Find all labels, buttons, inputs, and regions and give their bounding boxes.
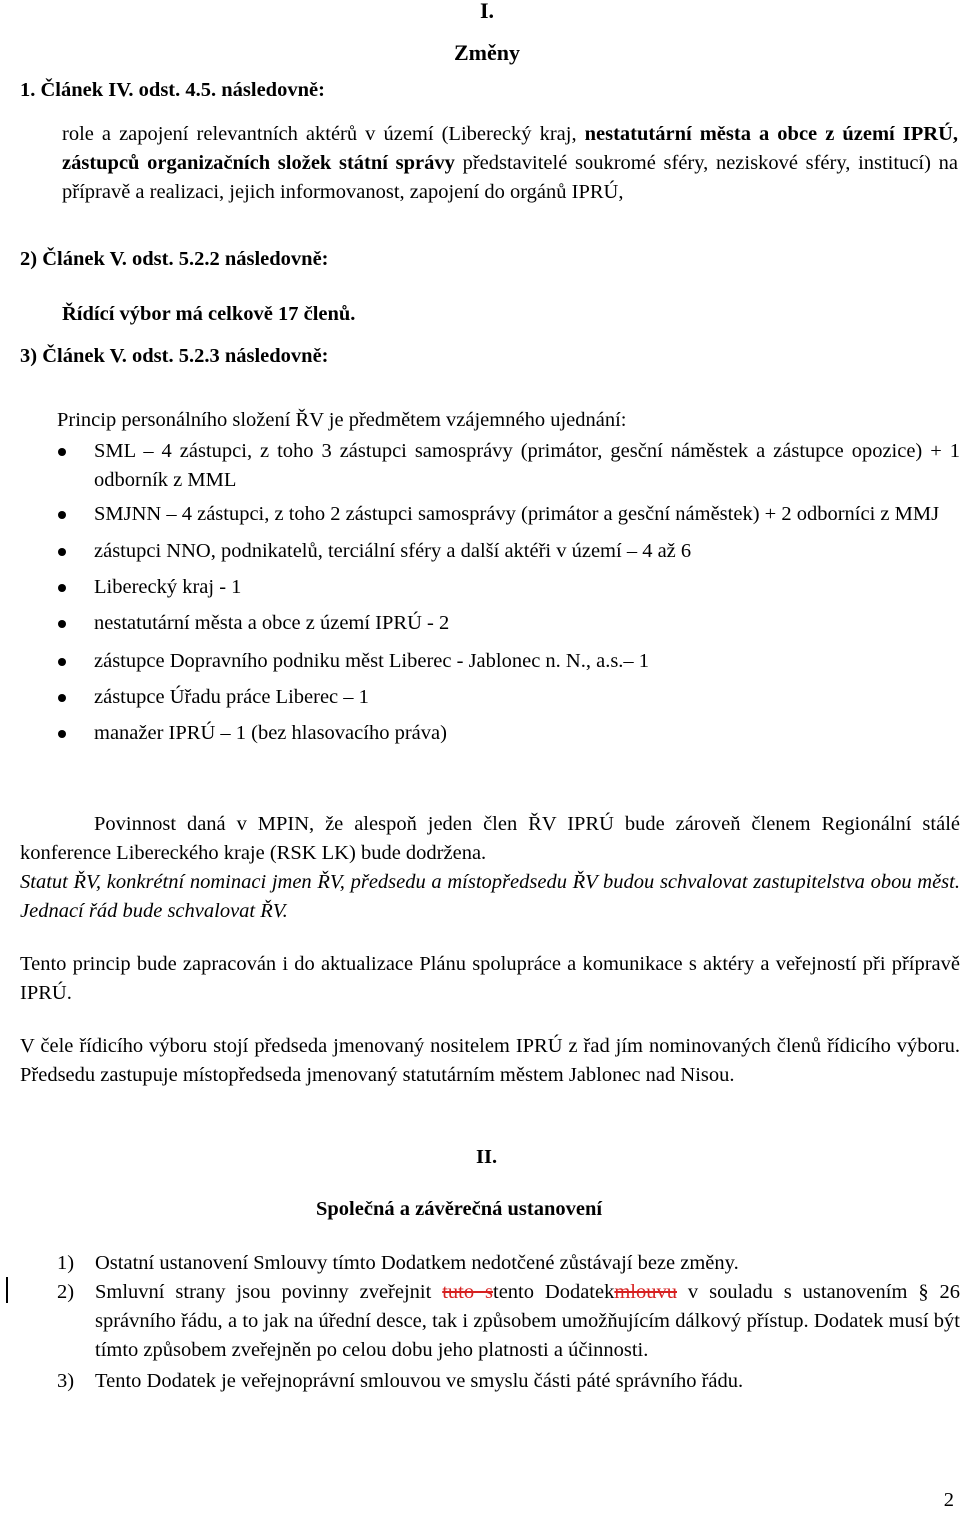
list-item-text: SML – 4 zástupci, z toho 3 zástupci samosprávy (primátor, gesční náměstek a zástupce opozice) + 1 odborník z MML [94,440,960,491]
list-item-text: zástupci NNO, podnikatelů, terciální sféry a další aktéři v území – 4 až 6 [94,540,692,562]
list-item-text: zástupce Úřadu práce Liberec – 1 [94,686,369,708]
section-2-title: Společná a závěrečná ustanovení [316,1198,603,1220]
item-2-text: Řídící výbor má celkově 17 členů. [62,303,356,325]
bullet-icon [58,694,66,702]
bullet-icon [58,511,66,519]
item-3-intro: Princip personálního složení ŘV je předmětem vzájemného ujednání: [57,409,627,431]
bullet-icon [58,620,66,628]
list-item [20,573,960,602]
mpin-paragraph: Povinnost daná v MPIN, že alespoň jeden člen ŘV IPRÚ bude zároveň členem Regionální stálé konference Libereckého kraje (RSK LK) bude dodržena. [20,813,960,864]
list-item-text: SMJNN – 4 zástupci, z toho 2 zástupci samosprávy (primátor a gesční náměstek) + 2 odborníci z MMJ [94,503,940,525]
item-1-heading: 1. Článek IV. odst. 4.5. následovně: [20,79,325,101]
list-item-text: tento Dodatek [493,1281,615,1303]
item-3-heading: 3) Článek V. odst. 5.2.3 následovně: [20,345,329,367]
bullet-icon [58,548,66,556]
list-item-text: Tento Dodatek je veřejnoprávní smlouvou ve smyslu části páté správního řádu. [95,1370,744,1392]
list-item [20,609,960,638]
change-bar [6,1277,8,1303]
item-1-text-end: představitelé soukromé sféry, neziskové sféry, institucí) na přípravě a realizaci, jejich informovanost, zapojení do orgánů IPRÚ, [62,152,958,203]
list-item-text: manažer IPRÚ – 1 (bez hlasovacího práva) [94,722,447,744]
list-item [20,437,960,495]
list-item-text: v souladu s ustanovením § 26 správního řádu, a to jak na úřední desce, tak i způsobem umožňujícím dálkový přístup. Dodatek musí být tímto způsobem zveřejněn po celou dobu jeho platnosti a účinnosti. [95,1281,960,1361]
list-item-text: nestatutární města a obce z území IPRÚ - 2 [94,612,450,634]
final-provisions-list [20,1249,960,1396]
bullet-icon [58,730,66,738]
list-item-number: 1) [57,1252,75,1274]
item-1-paragraph [62,120,958,207]
item-1-text-start: role a zapojení relevantních aktérů v území (Liberecký kraj, [62,123,585,145]
princip-paragraph: Tento princip bude zapracován i do aktualizace Plánu spolupráce a komunikace s aktéry a veřejností při přípravě IPRÚ. [20,953,960,1004]
list-item [20,500,960,529]
deleted-text: tuto s [442,1281,493,1303]
list-item [20,537,960,566]
section-2-roman: II. [476,1146,498,1168]
section-1-title: Změny [454,40,520,65]
list-item [20,1278,960,1365]
list-item [20,1367,960,1396]
list-item-text: Ostatní ustanovení Smlouvy tímto Dodatkem nedotčené zůstávají beze změny. [95,1252,739,1274]
list-item [20,647,960,676]
item-2-heading: 2) Článek V. odst. 5.2.2 následovně: [20,248,329,270]
deleted-text: mlouvu [614,1281,678,1303]
page-number: 2 [943,1489,954,1511]
list-item [20,719,960,748]
bullet-icon [58,658,66,666]
representation-list [20,437,960,748]
list-item [20,1249,960,1278]
list-item-number: 3) [57,1370,75,1392]
list-item-text: Smluvní strany jsou povinny zveřejnit [95,1281,443,1303]
bullet-icon [58,448,66,456]
list-item [20,683,960,712]
list-item-text: zástupce Dopravního podniku měst Liberec - Jablonec n. N., a.s.– 1 [94,650,650,672]
list-item-text: Liberecký kraj - 1 [94,576,242,598]
list-item-number: 2) [57,1281,75,1303]
chairman-paragraph: V čele řídicího výboru stojí předseda jmenovaný nositelem IPRÚ z řad jím nominovaných členů řídicího výboru. Předsedu zastupuje místopředseda jmenovaný statutárním městem Jablonec nad Nisou. [20,1035,960,1086]
section-1-roman: I. [480,0,495,23]
bullet-icon [58,584,66,592]
item-1-text-bold: nestatutární města a obce z území IPRÚ, zástupců organizačních složek státní správy [62,123,958,174]
statut-paragraph: Statut ŘV, konkrétní nominaci jmen ŘV, předsedu a místopředsedu ŘV budou schvalovat zastupitelstva obou měst. Jednací řád bude schvalovat ŘV. [20,871,960,922]
